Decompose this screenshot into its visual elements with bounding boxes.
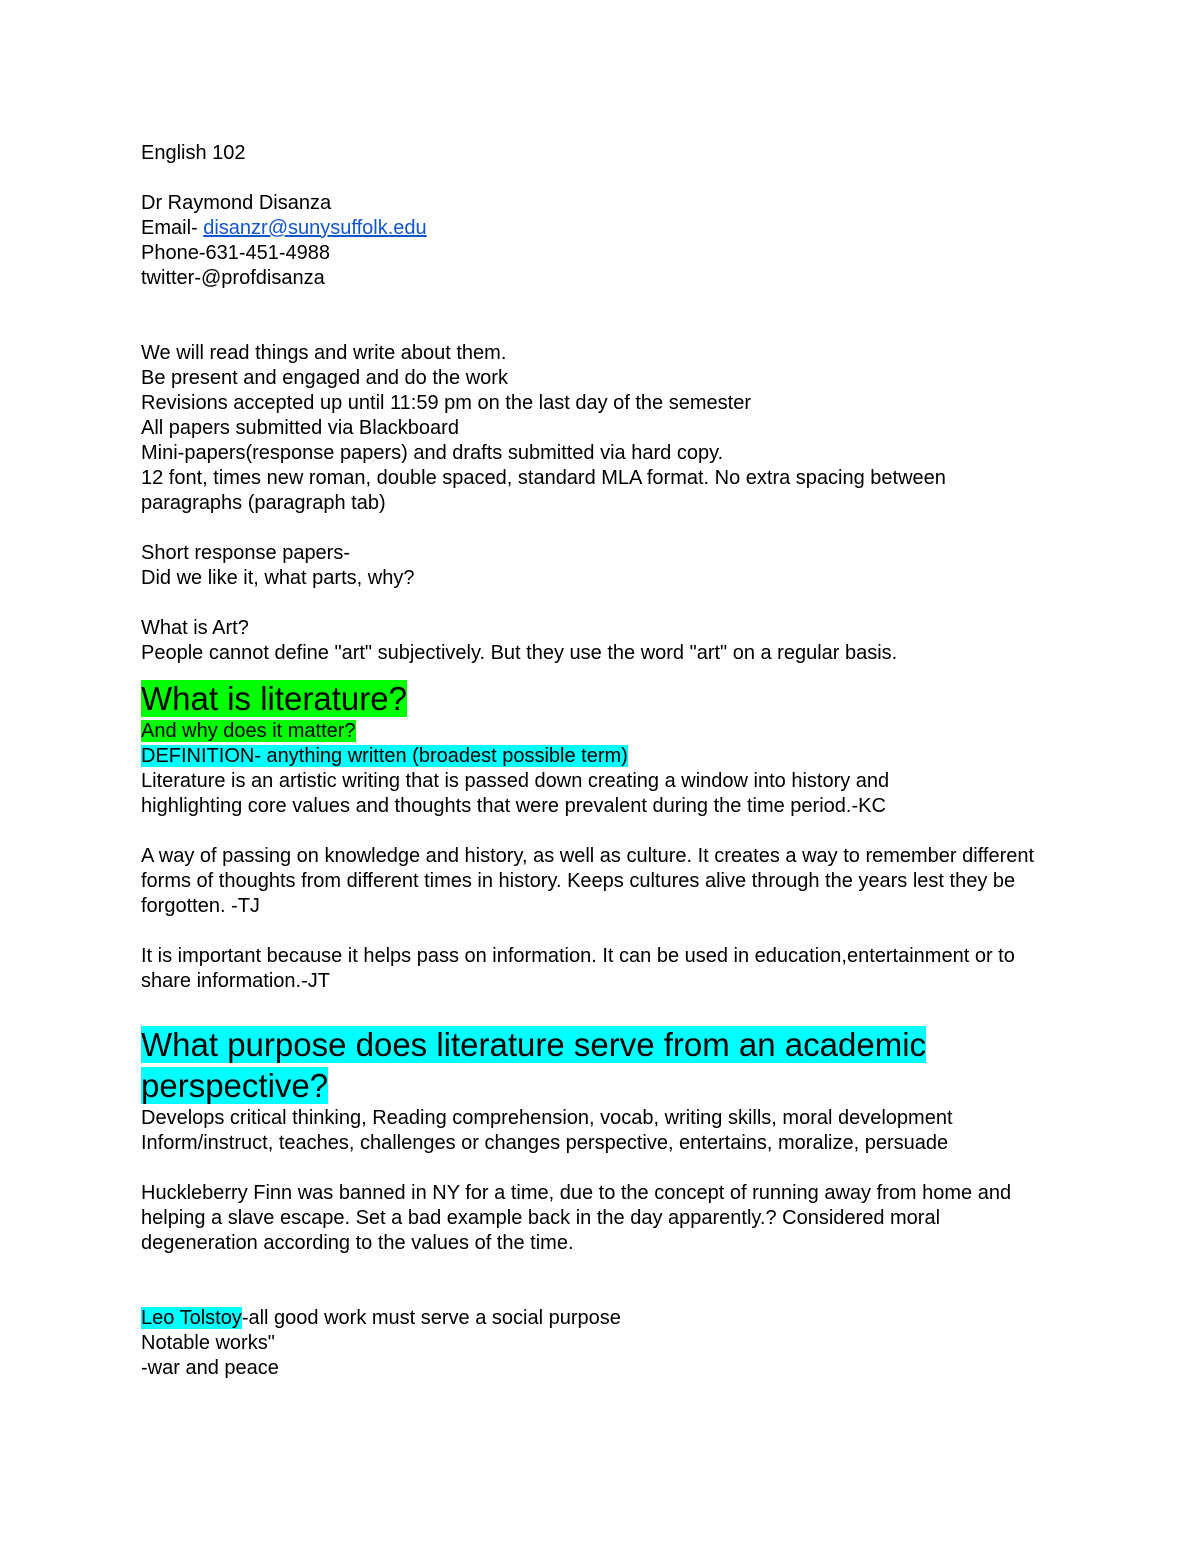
purpose-heading — [141, 1024, 1011, 1106]
rule-item: Revisions accepted up until 11:59 pm on the last day of the semester — [141, 392, 751, 414]
short-response-question: Did we like it, what parts, why? — [141, 567, 415, 589]
literature-subheading-text: And why does it matter? — [141, 720, 356, 742]
notable-works-label: Notable works" — [141, 1332, 275, 1354]
course-title: English 102 — [141, 142, 246, 164]
document-body — [141, 141, 1061, 1381]
tolstoy-name: Leo Tolstoy — [141, 1307, 242, 1329]
purpose-line-1: Develops critical thinking, Reading comprehension, vocab, writing skills, moral development — [141, 1107, 953, 1129]
rule-item: We will read things and write about them. — [141, 342, 507, 364]
purpose-line-2: Inform/instruct, teaches, challenges or changes perspective, entertains, moralize, persuade — [141, 1132, 949, 1154]
rule-item: All papers submitted via Blackboard — [141, 417, 459, 439]
instructor-name: Dr Raymond Disanza — [141, 192, 332, 214]
huck-finn-paragraph: Huckleberry Finn was banned in NY for a time, due to the concept of running away from home and helping a slave escape. Set a bad example back in the day apparently.? Considered moral degeneration according to the values of the time. — [141, 1182, 1012, 1254]
work-item: -war and peace — [141, 1357, 279, 1379]
rule-item: Be present and engaged and do the work — [141, 367, 508, 389]
email-line — [141, 216, 1061, 241]
answer-jt: It is important because it helps pass on information. It can be used in education,entertainment or to share information.-JT — [141, 945, 1015, 992]
email-label: Email- — [141, 217, 204, 239]
answer-tj: A way of passing on knowledge and history, as well as culture. It creates a way to remember different forms of thoughts from different times in history. Keeps cultures alive through the years lest they be forgotten. -TJ — [141, 845, 1035, 917]
short-response-title: Short response papers- — [141, 542, 351, 564]
email-link[interactable]: disanzr@sunysuffolk.edu — [203, 217, 427, 239]
definition-text: DEFINITION- anything written (broadest possible term) — [141, 745, 628, 767]
literature-subheading — [141, 719, 1061, 744]
rule-item: Mini-papers(response papers) and drafts submitted via hard copy. — [141, 442, 724, 464]
literature-heading — [141, 678, 1061, 719]
answer-kc: Literature is an artistic writing that is passed down creating a window into history and highlighting core values and thoughts that were prevalent during the time period.-KC — [141, 770, 890, 817]
purpose-heading-text: What purpose does literature serve from an academic perspective? — [141, 1026, 927, 1104]
art-question: What is Art? — [141, 617, 249, 639]
tolstoy-quote: -all good work must serve a social purpose — [241, 1307, 621, 1329]
definition-line — [141, 744, 1061, 769]
tolstoy-line — [141, 1306, 1061, 1331]
phone-line: Phone-631-451-4988 — [141, 242, 331, 264]
literature-heading-text: What is literature? — [141, 680, 407, 717]
art-statement: People cannot define "art" subjectively. But they use the word "art" on a regular basis. — [141, 642, 898, 664]
rule-item: 12 font, times new roman, double spaced, standard MLA format. No extra spacing between paragraphs (paragraph tab) — [141, 467, 946, 514]
twitter-line: twitter-@profdisanza — [141, 267, 325, 289]
